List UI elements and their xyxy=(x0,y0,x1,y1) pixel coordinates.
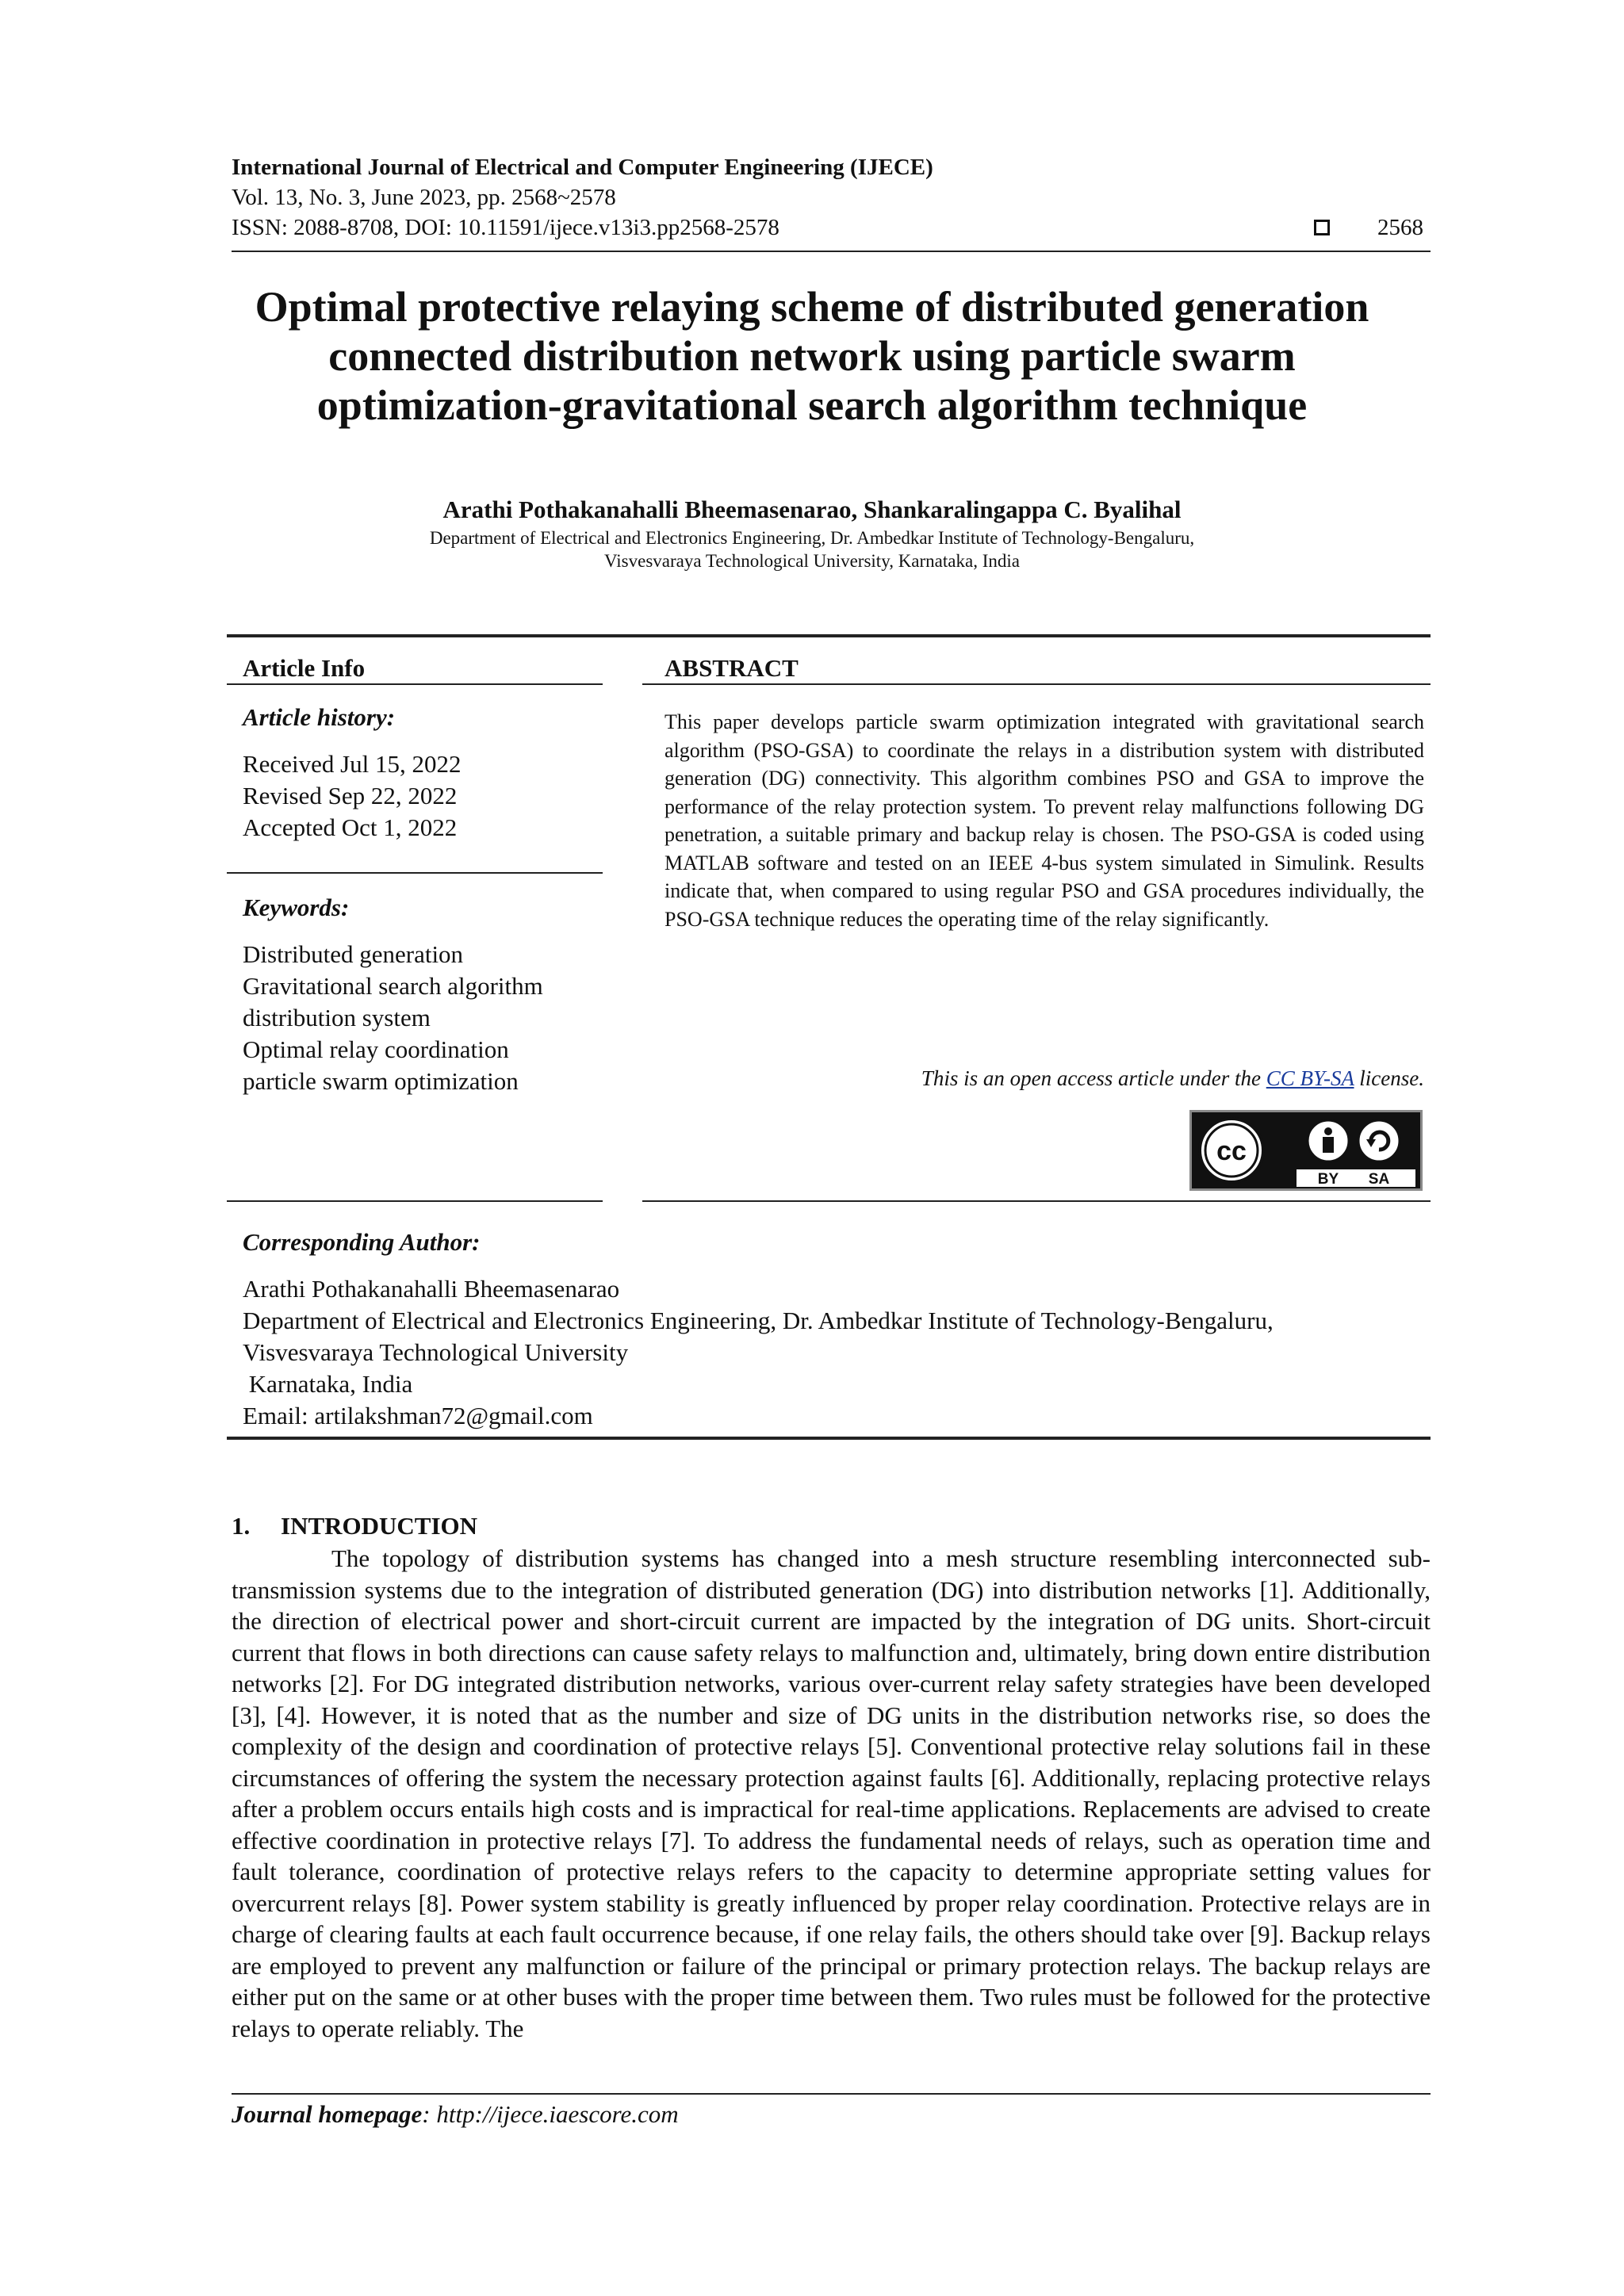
author-list: Arathi Pothakanahalli Bheemasenarao, Shankaralingappa C. Byalihal xyxy=(442,496,1182,523)
square-bullet-icon xyxy=(1314,220,1330,235)
cc-letters: cc xyxy=(1216,1136,1247,1166)
person-head-dot xyxy=(1324,1127,1332,1135)
history-received: Received Jul 15, 2022 xyxy=(243,750,462,778)
introduction-heading: 1. INTRODUCTION xyxy=(232,1512,478,1540)
volume-line: Vol. 13, No. 3, June 2023, pp. 2568~2578 xyxy=(232,185,616,210)
corresponding-author-name: Arathi Pothakanahalli Bheemasenarao xyxy=(243,1275,620,1303)
affiliation-line: Visvesvaraya Technological University, Karnataka, India xyxy=(604,551,1020,571)
keyword-item: Distributed generation xyxy=(243,940,464,968)
badge-by-label: BY xyxy=(1317,1171,1339,1188)
title-line: optimization-gravitational search algorithm technique xyxy=(316,381,1308,429)
corresponding-author-department: Department of Electrical and Electronics Engineering, Dr. Ambedkar Institute of Technology-Bengaluru, xyxy=(243,1307,1274,1334)
cc-by-sa-badge[interactable] xyxy=(1189,1110,1423,1191)
license-statement xyxy=(665,1066,1424,1091)
keyword-item: distribution system xyxy=(243,1004,431,1031)
footer-rule xyxy=(232,2093,1431,2095)
history-separator-rule xyxy=(227,872,603,874)
history-revised: Revised Sep 22, 2022 xyxy=(243,782,458,809)
keywords-heading: Keywords: xyxy=(243,894,350,921)
cc-by-sa-link[interactable]: CC BY-SA xyxy=(1266,1066,1354,1090)
license-suffix: license. xyxy=(1354,1066,1424,1090)
affiliation-line: Department of Electrical and Electronics Engineering, Dr. Ambedkar Institute of Technology-Bengaluru, xyxy=(429,528,1195,548)
title-line: Optimal protective relaying scheme of distributed generation xyxy=(255,283,1369,331)
article-info-heading: Article Info xyxy=(243,654,366,682)
license-prefix: This is an open access article under the xyxy=(921,1066,1266,1090)
introduction-body: The topology of distribution systems has changed into a mesh structure resembling interconnected sub-transmission systems due to the integration of distributed generation (DG) into distribution networks [1]. Additionally, the direction of electrical power and short-circuit current are impacted by the integration of DG units. Short-circuit current that flows in both directions can cause safety relays to malfunction and, ultimately, bring down entire distribution networks [2]. For DG integrated distribution networks, various over-current relay safety strategies have been developed [3], [4]. However, it is noted that as the number and size of DG units in the distribution networks rise, so does the complexity of the design and coordination of protective relays [5]. Conventional protective relay solutions fail in these circumstances of offering the system the necessary protection against faults [6]. Additionally, replacing protective relays after a problem occurs entails high costs and is impractical for real-time applications. Replacements are advised to create effective coordination in protective relays [7]. To address the fundamental needs of relays, such as operation time and fault tolerance, coordination of protective relays refers to the capacity to determine appropriate setting values for overcurrent relays [8]. Power system stability is greatly influenced by proper relay coordination. Protective relays are in charge of clearing faults at each fault occurrence because, if one relay fails, the others should take over [9]. Backup relays are employed to prevent any malfunction or failure of the principal or primary protection relays. The backup relays are either put on the same or at other buses with the proper time between them. Two rules must be followed for the protective relays to operate reliably. The xyxy=(232,1544,1431,2042)
journal-homepage xyxy=(232,2099,679,2129)
abstract-text: This paper develops particle swarm optimization integrated with gravitational search algorithm (PSO-GSA) to coordinate the relays in a distribution system with distributed generation (DG) connectivity. This algorithm combines PSO and GSA to improve the performance of the relay protection system. To prevent relay malfunctions following DG penetration, a suitable primary and backup relay is chosen. The PSO-GSA is coded using MATLAB software and tested on an IEEE 4-bus system simulated in Simulink. Results indicate that, when compared to using regular PSO and GSA procedures individually, the PSO-GSA technique reduces the operating time of the relay significantly. xyxy=(665,710,1424,931)
abstract-underline xyxy=(642,683,1431,685)
issn-doi-line: ISSN: 2088-8708, DOI: 10.11591/ijece.v13i3.pp2568-2578 xyxy=(232,215,779,240)
abstract-bottom-rule xyxy=(642,1200,1431,1202)
keyword-item: Optimal relay coordination xyxy=(243,1035,509,1063)
corresponding-author-location: Karnataka, India xyxy=(243,1370,413,1398)
info-box-bottom-rule xyxy=(227,1437,1431,1440)
corresponding-author-email: Email: artilakshman72@gmail.com xyxy=(243,1402,593,1429)
article-history xyxy=(243,748,462,844)
page-number: 2568 xyxy=(1377,215,1423,240)
keyword-list xyxy=(243,939,543,1097)
cc-badge-graphic xyxy=(1192,1112,1420,1188)
article-history-heading: Article history: xyxy=(243,703,396,731)
header-rule xyxy=(232,251,1431,252)
journal-name: International Journal of Electrical and Computer Engineering (IJECE) xyxy=(232,155,933,180)
keyword-item: Gravitational search algorithm xyxy=(243,972,543,1000)
corresponding-author-heading: Corresponding Author: xyxy=(243,1228,481,1256)
homepage-label: Journal homepage xyxy=(232,2100,423,2128)
badge-sa-label: SA xyxy=(1368,1171,1390,1188)
keyword-item: particle swarm optimization xyxy=(243,1067,519,1095)
abstract-heading: ABSTRACT xyxy=(665,654,799,682)
article-info-bottom-rule xyxy=(227,1200,603,1202)
person-body xyxy=(1323,1137,1334,1153)
badge-label-band xyxy=(1297,1169,1415,1187)
history-accepted: Accepted Oct 1, 2022 xyxy=(243,813,458,841)
info-box-top-rule xyxy=(227,634,1431,637)
corresponding-author-university: Visvesvaraya Technological University xyxy=(243,1338,629,1366)
corresponding-author-details xyxy=(243,1273,1274,1432)
affiliation xyxy=(159,526,1465,572)
homepage-url[interactable]: : http://ijece.iaescore.com xyxy=(422,2100,679,2128)
title-line: connected distribution network using particle swarm xyxy=(328,332,1296,380)
article-info-underline xyxy=(227,683,603,685)
paper-title xyxy=(159,282,1465,430)
share-alike-icon xyxy=(1358,1120,1400,1161)
